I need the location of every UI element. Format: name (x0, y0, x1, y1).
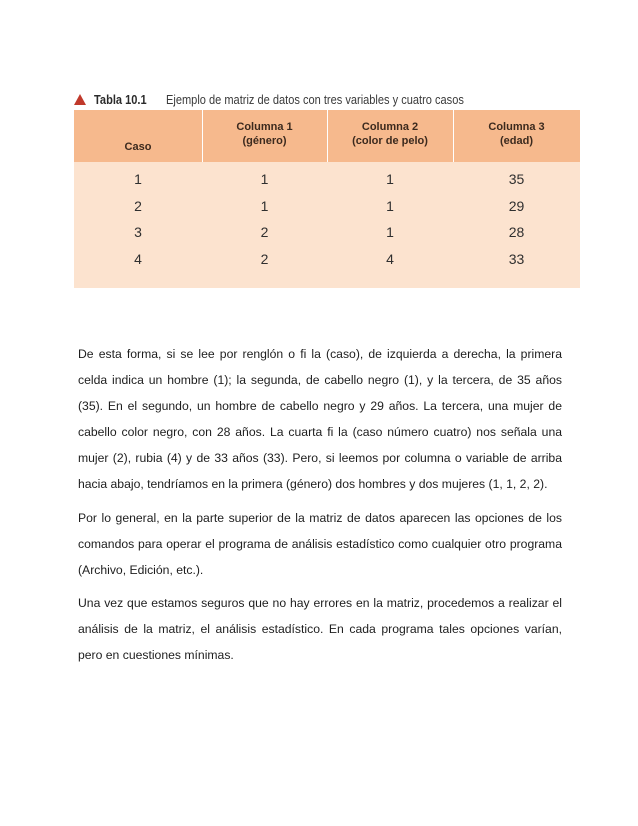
data-matrix-table (74, 110, 580, 286)
table-cell: 1 (386, 171, 394, 187)
table-cell: 1 (134, 171, 142, 187)
header-subline: (color de pelo) (352, 135, 428, 147)
table-cell: 1 (260, 171, 269, 187)
paragraph-text: De esta forma, si se lee por renglón o fi la (caso), de izquierda a derecha, la primera celda indica un hombre (1); la segunda, de cabello negro (1), y la tercera, de 35 años (35). En el segundo, un hombre de cabello negro y 29 años. La tercera, una mujer de cabello color negro, con 28 años. La cuarta fi la (caso número cuatro) nos señala una mujer (2), rubia (4) y de 33 años (33). Pero, si leemos por columna o variable de arriba hacia abajo, tendríamos en la primera (género) dos hombres y dos mujeres (1, 1, 2, 2). (78, 347, 562, 491)
header-subline: (edad) (500, 135, 533, 147)
paragraph-menu-options (78, 505, 562, 583)
paragraph-text: Por lo general, en la parte superior de la matriz de datos aparecen las opciones de los comandos para operar el programa de análisis estadístico como cualquier otro programa (Archivo, Edición, etc.). (78, 511, 562, 577)
table-cell: 4 (134, 251, 142, 267)
table-cell: 35 (508, 171, 525, 187)
header-line: Caso (124, 141, 152, 153)
paragraph-text: Una vez que estamos seguros que no hay errores en la matriz, procedemos a realizar el análisis de la matriz, el análisis estadístico. En cada programa tales opciones varían, pero en cuestiones mínimas. (78, 596, 562, 662)
table-cell: 2 (260, 224, 269, 240)
table-cell: 28 (508, 224, 525, 240)
header-columna-3 (453, 120, 580, 148)
header-columna-2 (327, 120, 453, 148)
table-cell: 3 (134, 224, 142, 240)
table-caption (74, 88, 580, 110)
paragraph-analysis (78, 590, 562, 668)
header-line: Columna 1 (236, 121, 293, 133)
triangle-marker-icon (74, 94, 86, 105)
table-cell: 4 (386, 251, 394, 267)
table-figure (74, 88, 580, 267)
table-cell: 1 (386, 224, 394, 240)
table-cell: 29 (508, 198, 525, 214)
table-cell: 33 (508, 251, 525, 267)
header-line: Columna 2 (361, 121, 419, 133)
paragraph-reading-rows (78, 341, 562, 497)
header-columna-1 (202, 120, 327, 148)
table-header (74, 110, 580, 162)
header-subline: (género) (242, 135, 287, 147)
table-body (74, 162, 580, 288)
table-cell: 2 (260, 251, 269, 267)
header-line: Columna 3 (488, 121, 545, 133)
table-cell: 1 (260, 198, 269, 214)
header-caso (74, 140, 202, 154)
table-title: Ejemplo de matriz de datos con tres variables y cuatro casos (165, 91, 464, 107)
table-cell: 2 (134, 198, 142, 214)
table-cell: 1 (386, 198, 394, 214)
table-label: Tabla 10.1 (94, 91, 147, 107)
